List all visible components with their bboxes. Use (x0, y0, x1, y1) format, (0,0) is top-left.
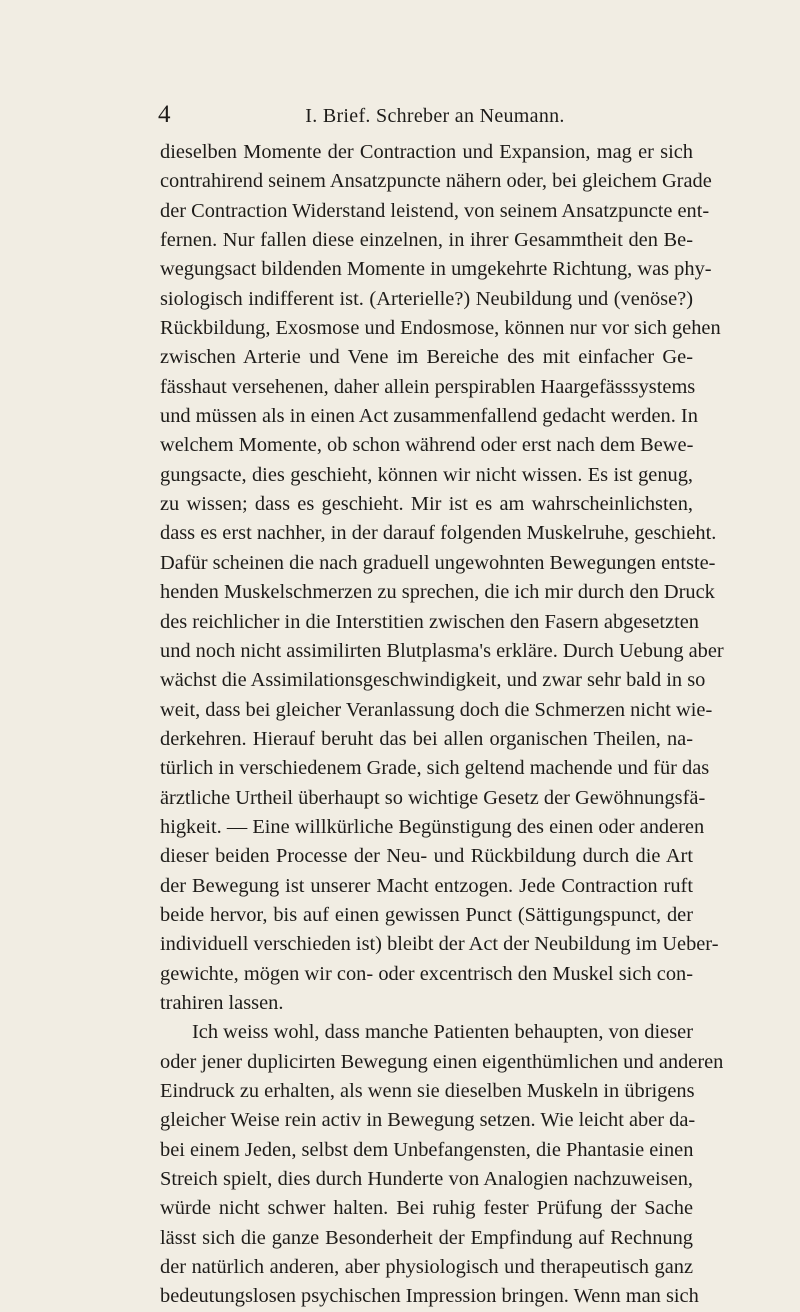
text-line: würde nicht schwer halten. Bei ruhig fester Prüfung der Sache (160, 1197, 693, 1220)
text-line: trahiren lassen. (160, 991, 284, 1014)
text-line: wächst die Assimilationsgeschwindigkeit, und zwar sehr bald in so (160, 669, 706, 692)
text-line: dass es erst nachher, in der darauf folgenden Muskelruhe, geschieht. (160, 522, 717, 545)
text-line: ärztliche Urtheil überhaupt so wichtige Gesetz der Gewöhnungsfä- (160, 786, 706, 809)
text-line: weit, dass bei gleicher Veranlassung doch die Schmerzen nicht wie- (160, 698, 713, 721)
text-line: higkeit. — Eine willkürliche Begünstigung des einen oder anderen (160, 815, 705, 838)
text-line: gewichte, mögen wir con- oder excentrisch den Muskel sich con- (160, 962, 693, 985)
text-line: contrahirend seinem Ansatzpuncte nähern oder, bei gleichem Grade (160, 170, 712, 193)
text-line: zu wissen; dass es geschieht. Mir ist es am wahrscheinlichsten, (160, 493, 693, 516)
running-head-text: I. Brief. Schreber an Neumann. (305, 105, 565, 127)
text-line: dieselben Momente der Contraction und Expansion, mag er sich (160, 141, 693, 163)
text-line: henden Muskelschmerzen zu sprechen, die ich mir durch den Druck (160, 581, 715, 604)
text-line: türlich in verschiedenem Grade, sich geltend machende und für das (160, 757, 710, 780)
text-line: Ich weiss wohl, dass manche Patienten behaupten, von dieser (192, 1021, 693, 1044)
text-line: zwischen Arterie und Vene im Bereiche des mit einfacher Ge- (160, 346, 693, 369)
page-number: 4 (158, 101, 171, 128)
text-line: bedeutungslosen psychischen Impression bringen. Wenn man sich (160, 1285, 699, 1308)
text-line: Dafür scheinen die nach graduell ungewohnten Bewegungen entste- (160, 551, 716, 574)
text-line: und noch nicht assimilirten Blutplasma's erkläre. Durch Uebung aber (160, 639, 724, 662)
text-line: Rückbildung, Exosmose und Endosmose, können nur vor sich gehen (160, 317, 721, 340)
text-line: Streich spielt, dies durch Hunderte von Analogien nachzuweisen, (160, 1168, 693, 1191)
text-line: individuell verschieden ist) bleibt der Act der Neubildung im Ueber- (160, 933, 719, 956)
text-line: Eindruck zu erhalten, als wenn sie dieselben Muskeln in übrigens (160, 1080, 695, 1102)
text-line: lässt sich die ganze Besonderheit der Empfindung auf Rechnung (160, 1226, 693, 1249)
text-line: fernen. Nur fallen diese einzelnen, in ihrer Gesammtheit den Be- (160, 229, 693, 252)
text-line: gleicher Weise rein activ in Bewegung setzen. Wie leicht aber da- (160, 1109, 696, 1132)
paragraph-1 (160, 138, 724, 1018)
text-line: oder jener duplicirten Bewegung einen eigenthümlichen und anderen (160, 1050, 724, 1073)
text-line: der Bewegung ist unserer Macht entzogen. Jede Contraction ruft (160, 874, 693, 897)
text-line: und müssen als in einen Act zusammenfallend gedacht werden. In (160, 405, 698, 428)
text-line: dieser beiden Processe der Neu- und Rückbildung durch die Art (160, 845, 693, 868)
text-line: bei einem Jeden, selbst dem Unbefangensten, die Phantasie einen (160, 1138, 694, 1161)
text-line: derkehren. Hierauf beruht das bei allen organischen Theilen, na- (160, 727, 693, 750)
text-line: des reichlicher in die Interstitien zwischen den Fasern abgesetzten (160, 610, 700, 633)
text-line: fässhaut versehenen, daher allein perspirablen Haargefässsystems (160, 375, 696, 398)
body-text (160, 138, 724, 1312)
text-line: wegungsact bildenden Momente in umgekehrte Richtung, was phy- (160, 258, 712, 281)
text-line: der natürlich anderen, aber physiologisch und therapeutisch ganz (160, 1256, 693, 1279)
text-line: beide hervor, bis auf einen gewissen Punct (Sättigungspunct, der (160, 903, 693, 926)
text-line: siologisch indifferent ist. (Arterielle?) Neubildung und (venöse?) (160, 287, 693, 310)
text-line: welchem Momente, ob schon während oder erst nach dem Bewe- (160, 434, 694, 457)
text-line: der Contraction Widerstand leistend, von seinem Ansatzpuncte ent- (160, 199, 710, 222)
running-head (0, 103, 800, 129)
text-line: gungsacte, dies geschieht, können wir nicht wissen. Es ist genug, (160, 463, 693, 486)
paragraph-2 (160, 1018, 724, 1311)
